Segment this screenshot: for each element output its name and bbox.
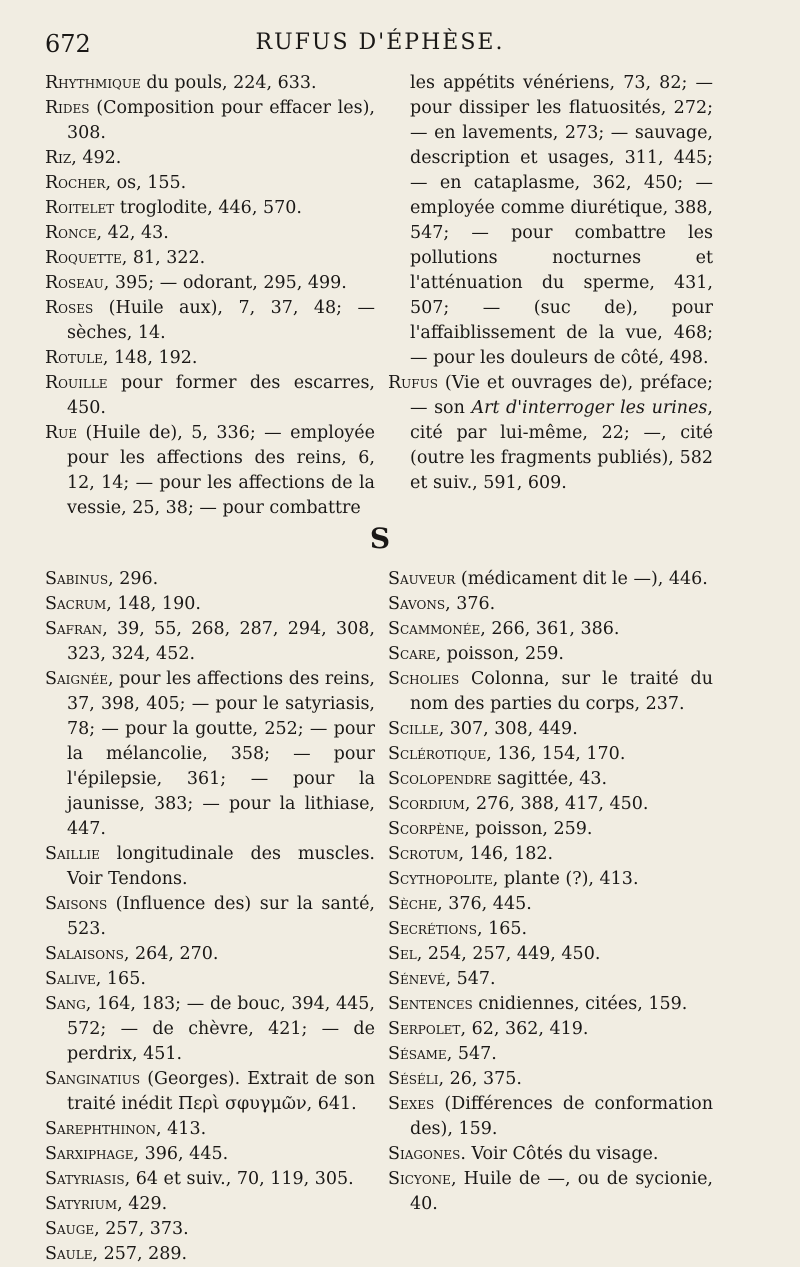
entry-text: (Huile de), 5, 336; — employée pour les affections des reins, 6, 12, 14; — pour les affections de la vessie, 25, 38; — pour combattre [67,423,375,518]
index-entry [45,567,375,592]
entry-text: , 266, 361, 386. [480,619,620,639]
index-entry [45,992,375,1067]
index-entry [45,196,375,221]
entry-text: , 164, 183; — de bouc, 394, 445, 572; — de chèvre, 421; — de perdrix, 451. [67,994,375,1064]
index-entry [388,617,713,642]
entry-text: , 39, 55, 268, 287, 294, 308, 323, 324, 452. [67,619,375,664]
entry-text: , 257, 289. [92,1244,188,1264]
rue-continuation: les appétits vénériens, 73, 82; — pour dissiper les flatuosités, 272; — en lavements, 273; — sauvage, description et usages, 311, 445; — en cataplasme, 362, 450; — employée comme diurétique, 388, 547; — pour combattre les pollutions nocturnes et l'atténuation du sperme, 431, 507; — (suc de), pour l'affaiblissement de la vue, 468; — pour les douleurs de côté, 498. [410,73,713,368]
index-entry [45,1192,375,1217]
entry-headword: Siagones [388,1144,461,1164]
index-entry [388,667,713,717]
index-entry [388,1167,713,1217]
entry-text: , 148, 190. [106,594,201,614]
entry-text: , 307, 308, 449. [438,719,578,739]
entry-text: , 429. [117,1194,168,1214]
entry-text: , 165. [477,919,528,939]
entry-text: , 42, 43. [96,223,169,243]
entry-headword: Sarxiphage [45,1144,134,1164]
index-entry [388,717,713,742]
index-entry [45,246,375,271]
entry-headword: Salaisons [45,944,124,964]
entry-headword: Secrétions [388,919,478,939]
entry-text: sagittée, 43. [491,769,608,789]
entry-headword: Savons [388,594,446,614]
index-entry [45,1167,375,1192]
index-entry-rufus [388,371,713,496]
entry-text: longitudinale des muscles. Voir Tendons. [67,844,375,889]
entry-text: , 413. [156,1119,207,1139]
index-entry [45,1242,375,1267]
entry-headword: Sexes [388,1094,435,1114]
entry-headword: Sicyone [388,1169,451,1189]
index-entry [45,1142,375,1167]
entry-text: cnidiennes, citées, 159. [472,994,688,1014]
index-entry [388,742,713,767]
entry-headword: Saule [45,1244,93,1264]
index-entry [45,296,375,346]
entry-text: , 492. [71,148,122,168]
entry-text: pour former des escarres, 450. [67,373,375,418]
index-entry [45,171,375,196]
entry-headword: Sarephthinon [45,1119,157,1139]
entry-headword: Roses [45,298,94,318]
entry-headword: Scordium [388,794,465,814]
index-entry [388,767,713,792]
index-entry [45,617,375,667]
entry-text: , 376. [445,594,496,614]
index-entry [45,667,375,842]
entry-text: du pouls, 224, 633. [140,73,317,93]
entry-text: , 376, 445. [437,894,532,914]
index-entry [45,842,375,892]
entry-headword: Rue [45,423,78,443]
entry-headword: Scolopendre [388,769,492,789]
entry-text: , cité par lui-même, 22; —, cité (outre les fragments publiés), 582 et suiv., 591, 609. [410,398,713,493]
index-entry [45,96,375,146]
entry-headword: Rufus [388,373,438,393]
entry-text: , 146, 182. [458,844,554,864]
entry-text: , poisson, 259. [435,644,564,664]
entry-text: (Différences de conformation des), 159. [410,1094,713,1139]
section-letter: S [369,522,391,555]
entry-headword: Sclérotique [388,744,487,764]
index-entry [45,592,375,617]
index-entry [388,942,713,967]
entry-italic-title: Art d'interroger les urines [471,398,708,418]
entry-headword: Saignée [45,669,109,689]
entry-text: , pour les affections des reins, 37, 398, 405; — pour le satyriasis, 78; — pour la goutte, 252; — pour la mélancolie, 358; — pour l'épilepsie, 361; — pour la jaunisse, 383; — pour la lithiase, 447. [67,669,375,839]
entry-headword: Ronce [45,223,97,243]
index-entry [45,346,375,371]
entry-headword: Rocher [45,173,106,193]
left-column-s [45,567,375,1267]
entry-headword: Sabinus [45,569,109,589]
index-entry [45,71,375,96]
entry-headword: Sauveur [388,569,456,589]
entry-text: , 81, 322. [121,248,206,268]
entry-headword: Roquette [45,248,122,268]
entry-headword: Scille [388,719,439,739]
entry-headword: Satyrium [45,1194,118,1214]
entry-text: (médicament dit le —), 446. [455,569,708,589]
entry-text: Colonna, sur le traité du nom des parties du corps, 237. [410,669,713,714]
page-number: 672 [45,30,91,58]
entry-headword: Rhythmique [45,73,141,93]
entry-text: , 547. [445,969,496,989]
entry-text: (Georges). Extrait de son traité inédit Περὶ σφυγμῶν, 641. [67,1069,375,1114]
entry-text: , 62, 362, 419. [460,1019,589,1039]
entry-text: (Huile aux), 7, 37, 48; — sèches, 14. [67,298,375,343]
entry-headword: Scammonée [388,619,481,639]
entry-text: , plante (?), 413. [492,869,639,889]
entry-headword: Riz [45,148,72,168]
entry-headword: Saillie [45,844,100,864]
entry-headword: Scare [388,644,436,664]
entry-headword: Sèche [388,894,438,914]
entry-headword: Rotule [45,348,103,368]
entry-text: (Vie et ouvrages de), préface; — son [410,373,713,418]
page-header [45,30,715,66]
index-entry [388,792,713,817]
index-entry [45,371,375,421]
entry-text: , Huile de —, ou de sycionie, 40. [410,1169,713,1214]
entry-headword: Scythopolite [388,869,493,889]
entry-headword: Satyriasis [45,1169,125,1189]
entry-headword: Roseau [45,273,104,293]
entry-headword: Rouille [45,373,108,393]
index-entry [388,642,713,667]
entry-headword: Safran [45,619,103,639]
index-entry [45,271,375,296]
entry-text: , poisson, 259. [464,819,593,839]
entry-headword: Sésame [388,1044,447,1064]
index-entry [45,892,375,942]
right-column-s [388,567,713,1217]
index-entry [45,1067,375,1117]
entry-headword: Scholies [388,669,460,689]
entry-text: , 276, 388, 417, 450. [464,794,649,814]
index-entry [45,221,375,246]
entry-headword: Sentences [388,994,473,1014]
entry-text: (Composition pour effacer les), 308. [67,98,375,143]
index-entry [388,817,713,842]
entry-text: , 395; — odorant, 295, 499. [103,273,347,293]
entry-text: , 257, 373. [94,1219,189,1239]
index-entry [388,567,713,592]
index-entry [45,967,375,992]
entry-text: , 547. [446,1044,497,1064]
index-entry [388,592,713,617]
entry-text: , 254, 257, 449, 450. [416,944,601,964]
index-entry [388,917,713,942]
entry-text: (Influence des) sur la santé, 523. [67,894,375,939]
entry-headword: Sanginatius [45,1069,141,1089]
entry-headword: Scrotum [388,844,459,864]
entry-headword: Sauge [45,1219,95,1239]
entry-text: . Voir Côtés du visage. [460,1144,659,1164]
running-head: RUFUS D'ÉPHÈSE. [255,30,505,55]
index-entry [45,146,375,171]
entry-headword: Scorpène [388,819,465,839]
index-entry [388,1142,713,1167]
index-entry [45,1117,375,1142]
entry-text: troglodite, 446, 570. [114,198,302,218]
entry-text: , 396, 445. [133,1144,229,1164]
entry-headword: Serpolet [388,1019,461,1039]
entry-headword: Roitelet [45,198,115,218]
entry-headword: Sang [45,994,86,1014]
index-entry [388,892,713,917]
entry-headword: Sel [388,944,417,964]
entry-text: , 264, 270. [123,944,219,964]
entry-headword: Sénevé [388,969,446,989]
index-entry [45,421,375,521]
index-entry [388,967,713,992]
entry-text: , 136, 154, 170. [486,744,626,764]
entry-headword: Saisons [45,894,108,914]
entry-headword: Séséli [388,1069,439,1089]
entry-text: , 296. [108,569,159,589]
entry-text: , 165. [95,969,146,989]
index-entry [388,1017,713,1042]
entry-text: , os, 155. [105,173,187,193]
entry-headword: Sacrum [45,594,107,614]
right-column-r [388,71,713,496]
index-entry [388,1042,713,1067]
index-entry [388,842,713,867]
entry-text: , 64 et suiv., 70, 119, 305. [124,1169,354,1189]
entry-text: , 148, 192. [102,348,198,368]
left-column-r [45,71,375,521]
index-entry [45,942,375,967]
entry-headword: Salive [45,969,96,989]
index-entry [388,992,713,1017]
index-entry [388,867,713,892]
entry-text: , 26, 375. [438,1069,522,1089]
index-entry [388,1067,713,1092]
entry-headword: Rides [45,98,90,118]
index-entry [388,1092,713,1142]
